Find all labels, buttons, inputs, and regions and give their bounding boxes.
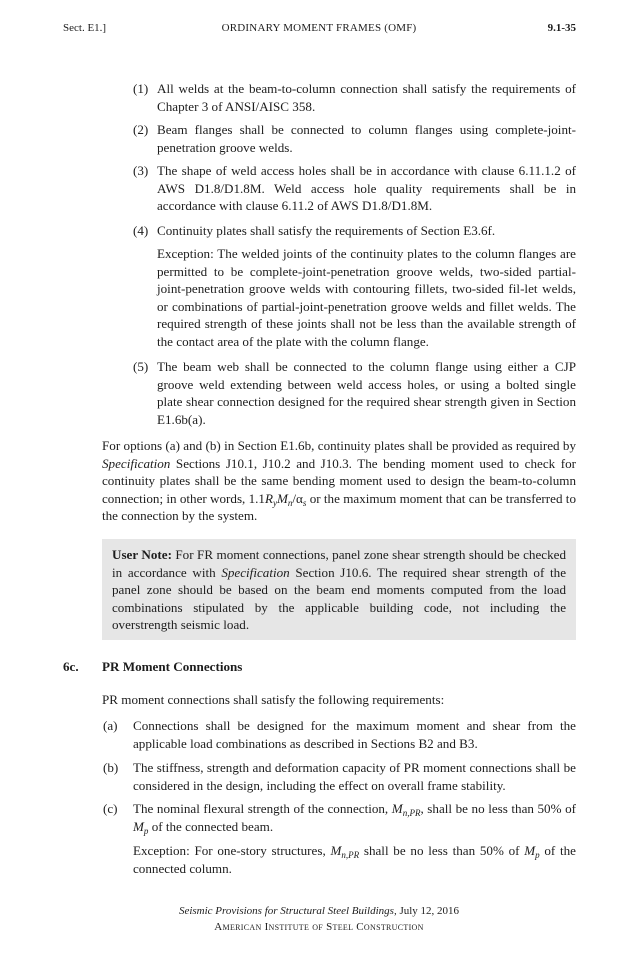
list-item-text: The beam web shall be connected to the column flange using either a CJP groove weld extending between weld access holes, or using a bolted single plate shear connection designed for the required shear strength given in Section E1.6b(a).	[157, 359, 576, 427]
list-item-number: (2)	[133, 122, 149, 137]
subscript-nPR: n,PR	[402, 808, 421, 818]
text-run: For options (a) and (b) in Section E1.6b, continuity plates shall be provided as required by	[102, 438, 576, 453]
list-item-1	[133, 80, 576, 115]
subscript-p: p	[535, 850, 540, 860]
symbol-M: M	[133, 818, 144, 834]
text-run: shall be no less than 50% of	[359, 843, 525, 858]
footer-title: Seismic Provisions for Structural Steel Buildings,	[178, 905, 397, 917]
list-item-3	[133, 162, 576, 215]
subscript-y: y	[272, 497, 277, 508]
footer-date: July 12, 2016	[396, 905, 460, 917]
list-item-number: (1)	[133, 81, 149, 96]
header-page-number: 9.1-35	[547, 22, 576, 34]
section-intro: PR moment connections shall satisfy the following requirements:	[102, 692, 445, 707]
exception-text: Exception: The welded joints of the continuity plates to the column flanges are permitted to be complete-joint-penetration groove welds, two-sided partial-joint-penetration groove welds with contouring fillets, two-sided fil-let welds, or combinations of partial-joint-penetration groove welds and fillet welds. The required strength of these joints shall not be less than the available strength of the contact area of the plate with the column flange.	[157, 246, 576, 349]
list-item-letter: (b)	[103, 760, 119, 775]
list-item-number: (3)	[133, 163, 149, 178]
symbol-M: M	[330, 843, 342, 858]
list-item-text: The shape of weld access holes shall be in accordance with clause 6.11.1.2 of AWS D1.8/D1.8M. Weld access hole quality requirements shall be in accordance with clause 6.11.2 of AWS D1.8/D1.8M.	[157, 163, 576, 214]
symbol-alpha: /α	[292, 490, 303, 506]
subscript-n: n	[287, 497, 293, 508]
exception-paragraph	[157, 245, 576, 351]
list-item-a	[103, 717, 576, 752]
text-run: of the connected column.	[133, 843, 576, 876]
list-item-number: (5)	[133, 359, 149, 374]
user-note-label: User Note:	[112, 547, 172, 562]
list-item-letter: (c)	[103, 801, 118, 816]
list-item-c	[103, 800, 576, 836]
symbol-R: R	[264, 490, 273, 506]
options-paragraph	[102, 437, 576, 525]
text-run: The nominal flexural strength of the connection,	[133, 801, 392, 816]
list-item-text: Continuity plates shall satisfy the requirements of Section E3.6f.	[157, 223, 496, 238]
text-run: For FR moment connections, panel zone shear strength should be checked in accordance with	[112, 547, 566, 580]
symbol-M: M	[276, 490, 288, 506]
subscript-p: p	[143, 825, 149, 836]
text-run: of the connected beam.	[148, 818, 274, 834]
user-note-box	[102, 539, 576, 640]
symbol-M: M	[391, 801, 403, 816]
text-run: Section J10.6. The required shear strength of the panel zone should be based on the beam end moments computed from the load combinations stipulated by the applicable building code, not including the overstrength seismic load.	[112, 564, 567, 633]
spec-reference: Specification	[102, 455, 171, 471]
section-title: PR Moment Connections	[102, 659, 243, 674]
footer-publisher: American Institute of Steel Construction	[214, 921, 424, 933]
user-note-text	[112, 546, 566, 634]
subscript-s: s	[302, 497, 307, 508]
header-chapter-title: ORDINARY MOMENT FRAMES (OMF)	[221, 22, 417, 34]
list-item-2	[133, 121, 576, 156]
text-run: , shall be no less than 50% of	[420, 801, 576, 816]
header-section-ref: Sect. E1.]	[63, 22, 107, 34]
spec-reference: Specification	[221, 564, 290, 580]
text-run: or the maximum moment that can be transferred to the connection by the system.	[102, 490, 576, 524]
list-item-b	[103, 759, 576, 794]
list-item-text: The stiffness, strength and deformation capacity of PR moment connections shall be considered in the design, including the effect on overall frame stability.	[133, 760, 576, 793]
text-run: Sections J10.1, J10.2 and J10.3. The bending moment used to check for continuity plates shall be the same bending moment used to design the beam-to-column connection; in other words, 1.1	[102, 455, 576, 506]
symbol-M: M	[524, 843, 536, 858]
list-item-4	[133, 222, 576, 240]
subscript-nPR: n,PR	[341, 850, 360, 860]
list-item-text: Connections shall be designed for the maximum moment and shear from the applicable load combinations as described in Sections B2 and B3.	[133, 718, 576, 751]
footer-publication	[0, 905, 638, 917]
text-run: Exception: For one-story structures,	[133, 843, 331, 858]
list-item-5	[133, 358, 576, 428]
list-item-number: (4)	[133, 223, 149, 238]
list-item-text: Beam flanges shall be connected to column flanges using complete-joint-penetration groove welds.	[157, 122, 576, 155]
list-item-text: All welds at the beam-to-column connection shall satisfy the requirements of Chapter 3 of ANSI/AISC 358.	[157, 81, 576, 114]
list-item-letter: (a)	[103, 718, 118, 733]
section-number: 6c.	[63, 659, 79, 674]
exception-c-paragraph	[133, 842, 576, 877]
